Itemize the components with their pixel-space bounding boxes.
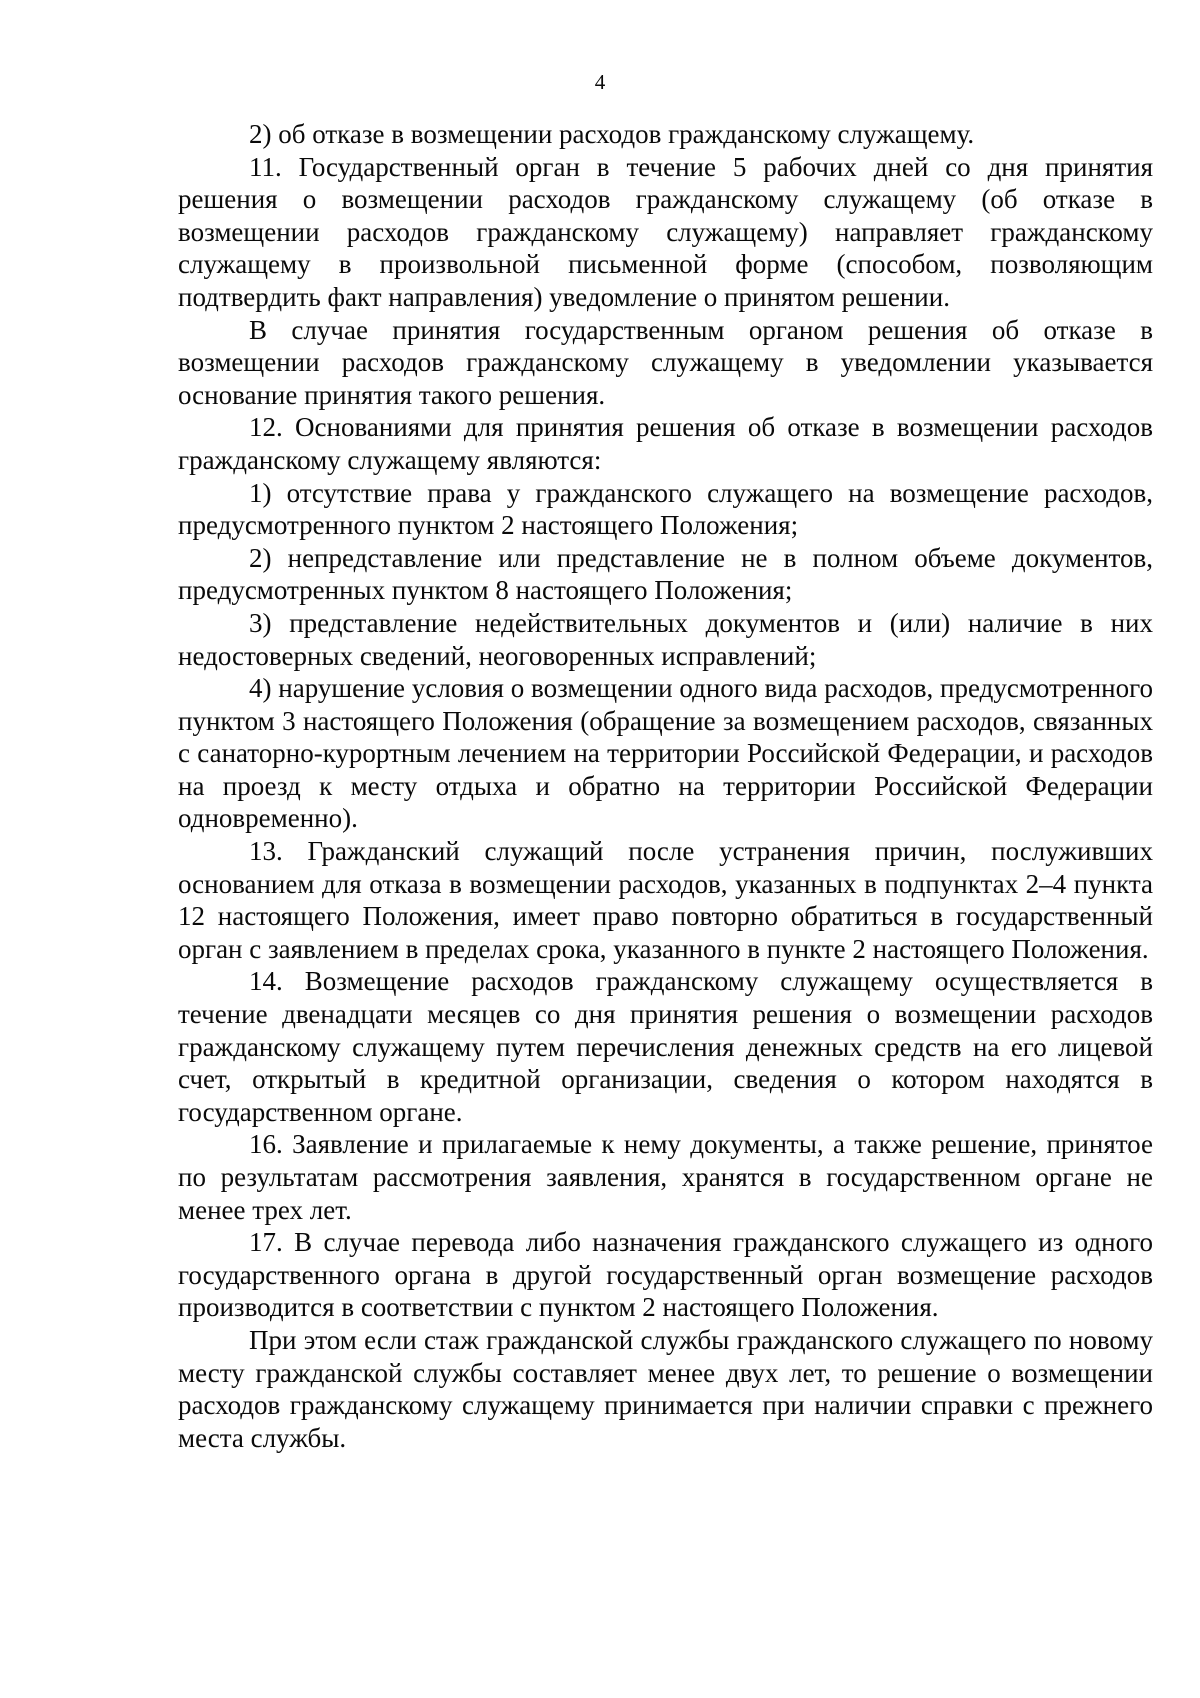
document-body	[178, 118, 1153, 1454]
paragraph-17-service-length: При этом если стаж гражданской службы гражданского служащего по новому месту гражданской службы составляет менее двух лет, то решение о возмещении расходов гражданскому служащему принимается при наличии справки с прежнего места службы.	[178, 1324, 1153, 1453]
paragraph-14: 14. Возмещение расходов гражданскому служащему осуществляется в течение двенадцати месяцев со дня принятия решения о возмещении расходов гражданскому служащему путем перечисления денежных средств на его лицевой счет, открытый в кредитной организации, сведения о котором находятся в государственном органе.	[178, 966, 1153, 1127]
paragraph-13: 13. Гражданский служащий после устранения причин, послуживших основанием для отказа в возмещении расходов, указанных в подпунктах 2–4 пункта 12 настоящего Положения, имеет право повторно обратиться в государственный орган с заявлением в пределах срока, указанного в пункте 2 настоящего Положения.	[178, 836, 1153, 964]
paragraph-11-refusal-basis: В случае принятия государственным органом решения об отказе в возмещении расходов гражданскому служащему в уведомлении указывается основание принятия такого решения.	[178, 314, 1153, 410]
paragraph-10-item-2: 2) об отказе в возмещении расходов гражданскому служащему.	[249, 119, 975, 149]
paragraph-12: 12. Основаниями для принятия решения об отказе в возмещении расходов гражданскому служащему являются:	[178, 412, 1153, 475]
paragraph-12-item-1: 1) отсутствие права у гражданского служащего на возмещение расходов, предусмотренного пунктом 2 настоящего Положения;	[178, 477, 1153, 541]
page-number: 4	[594, 70, 606, 94]
paragraph-16: 16. Заявление и прилагаемые к нему документы, а также решение, принятое по результатам рассмотрения заявления, хранятся в государственном органе не менее трех лет.	[178, 1129, 1153, 1225]
paragraph-17: 17. В случае перевода либо назначения гражданского служащего из одного государственного органа в другой государственный орган возмещение расходов производится в соответствии с пунктом 2 настоящего Положения.	[178, 1227, 1153, 1323]
paragraph-11: 11. Государственный орган в течение 5 рабочих дней со дня принятия решения о возмещении расходов гражданскому служащему (об отказе в возмещении расходов гражданскому служащему) направляет гражданскому служащему в произвольной письменной форме (способом, позволяющим подтвердить факт направления) уведомление о принятом решении.	[178, 151, 1153, 312]
paragraph-12-item-2: 2) непредставление или представление не в полном объеме документов, предусмотренных пунктом 8 настоящего Положения;	[178, 542, 1153, 606]
paragraph-12-item-4: 4) нарушение условия о возмещении одного вида расходов, предусмотренного пунктом 3 настоящего Положения (обращение за возмещением расходов, связанных с санаторно-курортным лечением на территории Российской Федерации, и расходов на проезд к месту отдыха и обратно на территории Российской Федерации одновременно).	[178, 673, 1153, 834]
paragraph-12-item-3: 3) представление недействительных документов и (или) наличие в них недостоверных сведений, неоговоренных исправлений;	[178, 607, 1153, 671]
